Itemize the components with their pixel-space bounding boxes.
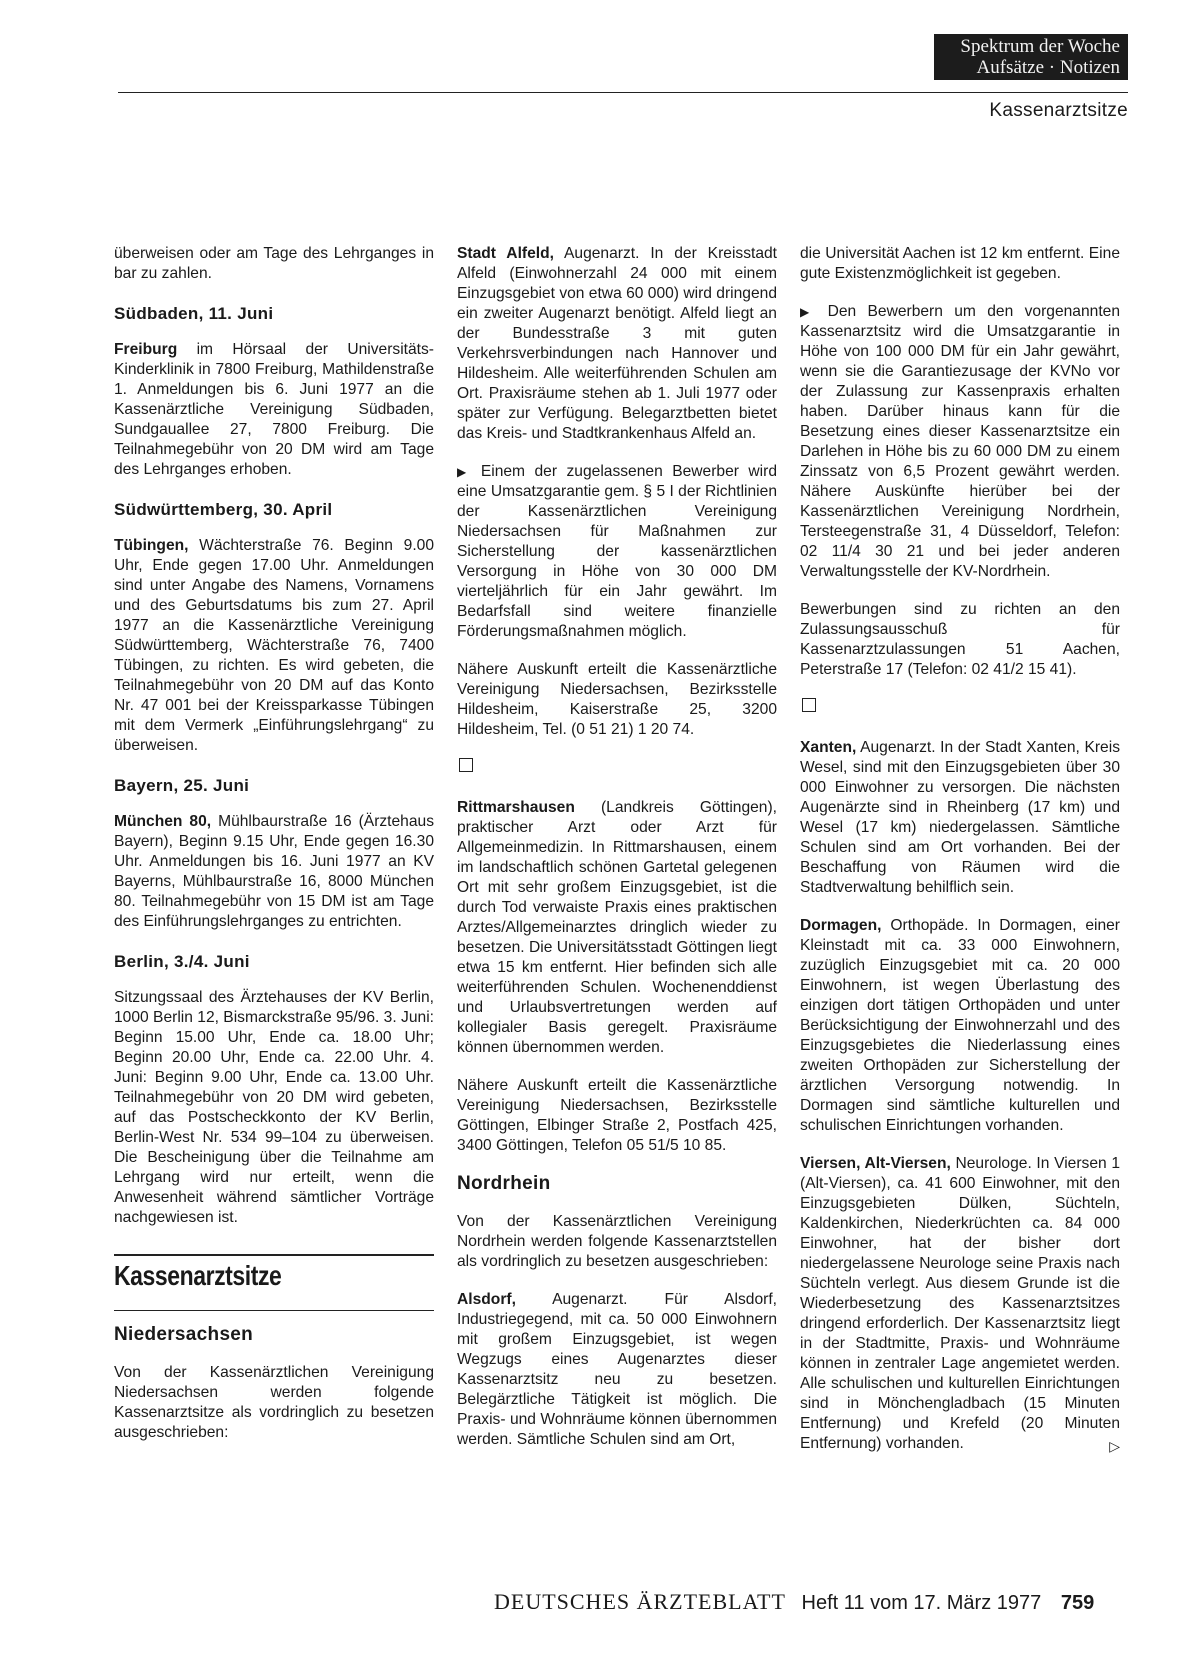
continue-arrow-icon: ▷ [1109, 1438, 1120, 1454]
region-heading: Niedersachsen [114, 1324, 254, 1345]
paragraph: Nähere Auskunft erteilt die Kassenärztliche Vereinigung Niedersachsen, Bezirksstelle Göttingen, Elbinger Straße 2, Postfach 425, 3400 Göttingen, Telefon 05 51/5 10 85. [457, 1077, 777, 1154]
paragraph: Sitzungssaal des Ärztehauses der KV Berlin, 1000 Berlin 12, Bismarckstraße 95/96. 3. Juni: Beginn 15.00 Uhr, Ende ca. 18.00 Uhr; Beginn 20.00 Uhr, Ende ca. 22.00 Uhr. 4. Juni: Beginn 9.00 Uhr, Ende ca. 13.00 Uhr. Teilnahmegebühr von 20 DM wird gebeten, auf das Postscheckkonto der KV Berlin, Berlin-West Nr. 534 99–104 zu überweisen. Die Bescheinigung über die Teilnahme am Lehrgang wird nur erteilt, wenn die Anwesenheit während sämtlicher Vorträge nachgewiesen ist. [114, 989, 434, 1226]
paragraph [457, 244, 777, 444]
paragraph [114, 536, 434, 756]
article-heading: Kassenarztsitze [114, 1260, 282, 1291]
section-heading: Bayern, 25. Juni [114, 776, 250, 795]
place-name: Dormagen, [800, 917, 882, 934]
paragraph [800, 738, 1120, 898]
place-name: Viersen, Alt-Viersen, [800, 1155, 951, 1172]
column-2 [457, 244, 777, 1468]
end-box-icon [459, 758, 473, 772]
paragraph-text: Mühlbaurstraße 16 (Ärztehaus Bayern), Beginn 9.15 Uhr, Ende gegen 16.30 Uhr. Anmeldungen bis 16. Juni 1977 an KV Bayerns, Mühlbaurstraße 16, 8000 München 80. Teilnahmegebühr von 15 DM ist am Tage des Einführungslehrganges zu entrichten. [114, 813, 435, 930]
end-box-icon [802, 698, 816, 712]
subsection-rule [114, 1310, 434, 1311]
paragraph: überweisen oder am Tage des Lehrganges in bar zu zahlen. [114, 245, 434, 282]
paragraph [457, 798, 777, 1058]
place-name: Rittmarshausen [457, 799, 575, 816]
paragraph-text: Orthopäde. In Dormagen, einer Kleinstadt mit ca. 33 000 Einwohnern, zuzüglich Einzugsgebiet mit ca. 20 000 Einwohnern, ist wegen Überlastung des einzigen dort tätigen Orthopäden und unter Berücksichtigung der Einwohnerzahl und des Einzugsgebietes die Niederlassung eines zweiten Orthopäden zur Sicherstellung der ärztlichen Versorgung notwendig. In Dormagen sind sämtliche kulturellen und schulischen Einrichtungen vorhanden. [800, 917, 1120, 1134]
paragraph-text: im Hörsaal der Universitäts-Kinderklinik in 7800 Freiburg, Mathildenstraße 1. Anmeldungen bis 6. Juni 1977 an die Kassenärztliche Vereinigung Südbaden, Sundgauallee 27, 7800 Freiburg. Die Teilnahmegebühr von 20 DM wird am Tage des Lehrganges erhoben. [114, 341, 434, 478]
paragraph-text: (Landkreis Göttingen), praktischer Arzt oder Arzt für Allgemeinmedizin. In Rittmarshausen, einem im landschaftlich schönen Gartetal gelegenen Ort mit sehr großem Einzugsgebiet, ist die durch Tod verwaiste Praxis eines praktischen Arztes/Allgemeinarztes dringlich wieder zu besetzen. Die Universitätsstadt Göttingen liegt etwa 15 km entfernt. Hier befinden sich alle weiterführenden Schulen. Wochenenddienst und Urlaubsvertretungen werden auf kollegialer Basis geregelt. Praxisräume können übernommen werden. [457, 799, 777, 1056]
paragraph-text: Augenarzt. In der Kreisstadt Alfeld (Einwohnerzahl 24 000 mit einem Einzugsgebiet von etwa 60 000) wird dringend ein zweiter Augenarzt benötigt. Alfeld liegt an der Bundesstraße 3 mit guten Verkehrsverbindungen nach Hannover und Hildesheim. Alle weiterführenden Schulen am Ort. Praxisräume stehen ab 1. Juli 1977 oder später zur Verfügung. Belegarztbetten bietet das Kreis- und Stadtkrankenhaus Alfeld an. [457, 245, 778, 442]
place-name: Stadt Alfeld, [457, 245, 554, 262]
page-number: 759 [1060, 1592, 1095, 1614]
section-heading: Berlin, 3./4. Juni [114, 952, 250, 971]
section-rule [114, 1254, 434, 1256]
paragraph: Von der Kassenärztlichen Vereinigung Nordrhein werden folgende Kassenarztstellen als vordringlich zu besetzen ausgeschrieben: [457, 1213, 777, 1270]
region-heading: Nordrhein [457, 1173, 551, 1194]
page-footer [494, 1589, 1124, 1615]
arrow-icon: ▶ [800, 305, 817, 319]
paragraph-text: Augenarzt. In der Stadt Xanten, Kreis Wesel, sind mit den Einzugsgebieten über 30 000 Einwohner zu versorgen. Die nächsten Augenärzte sind in Rheinberg (17 km) und Wesel (17 km) niedergelassen. Sämtliche Schulen sind am Ort vorhanden. Bei der Beschaffung von Räumen wird die Stadtverwaltung behilflich sein. [800, 739, 1120, 896]
paragraph-text: Einem der zugelassenen Bewerber wird eine Umsatzgarantie gem. § 5 I der Richtlinien der Kassenärztlichen Vereinigung Niedersachsen für Maßnahmen zur Sicherstellung der kassenärztlichen Versorgung in Höhe von 30 000 DM vierteljährlich für ein Jahr gewährt. Im Bedarfsfall sind weitere finanzielle Förderungsmaßnahmen möglich. [457, 463, 778, 640]
paragraph-text: Wächterstraße 76. Beginn 9.00 Uhr, Ende gegen 17.00 Uhr. Anmeldungen sind unter Angabe des Namens, Vornamens und des Geburtsdatums bis zum 27. April 1977 an die Kassenärztliche Vereinigung Südwürttemberg, Wächterstraße 76, 7400 Tübingen, zu richten. Es wird gebeten, die Teilnahmegebühr von 20 DM auf das Konto Nr. 47 001 bei der Kreissparkasse Tübingen mit dem Vermerk „Einführungslehrgang“ zu überweisen. [114, 537, 434, 754]
section-heading: Südwürttemberg, 30. April [114, 500, 333, 519]
place-name: Xanten, [800, 739, 857, 756]
section-tag [934, 34, 1128, 80]
paragraph [800, 916, 1120, 1136]
issue-info: Heft 11 vom 17. März 1977 [801, 1592, 1042, 1614]
section-tag-line2: Aufsätze · Notizen [976, 57, 1120, 78]
paragraph [457, 1290, 777, 1450]
paragraph-text: Neurologe. In Viersen 1 (Alt-Viersen), ca. 41 600 Einwohner, mit den Einzugsgebieten Dülken, Süchteln, Kaldenkirchen, Niederkrüchten ca. 84 000 Einwohner, hat der bisher dort niedergelassene Neurologe seine Praxis nach Süchteln verlegt. Aus diesem Grunde ist die Wiederbesetzung des Kassenarztsitzes dringend erforderlich. Der Kassenarztsitz liegt in der Stadtmitte, Praxis- und Wohnräume können in zentraler Lage angemietet werden. Alle schulischen und kulturellen Einrichtungen sind in Mönchengladbach (15 Minuten Entfernung) und Krefeld (20 Minuten Entfernung) vorhanden. [800, 1155, 1120, 1452]
column-1 [114, 244, 434, 1461]
place-name: Freiburg [114, 341, 178, 358]
paragraph [114, 812, 434, 932]
journal-name: DEUTSCHES ÄRZTEBLATT [494, 1589, 786, 1614]
section-tag-line1: Spektrum der Woche [960, 36, 1120, 57]
section-heading: Südbaden, 11. Juni [114, 304, 274, 323]
place-name: Alsdorf, [457, 1291, 516, 1308]
paragraph: die Universität Aachen ist 12 km entfernt. Eine gute Existenzmöglichkeit ist gegeben. [800, 245, 1120, 282]
paragraph [800, 1154, 1120, 1454]
paragraph [800, 302, 1120, 582]
paragraph-text: Den Bewerbern um den vorgenannten Kassenarztsitz wird die Umsatzgarantie in Höhe von 100 000 DM für ein Jahr gewährt, wenn sie die Garantiezusage der KVNo vor der Zulassung zur Kassenpraxis erhalten haben. Darüber hinaus kann für die Besetzung eines dieser Kassenarztsitze ein Darlehen in Höhe bis zu 60 000 DM zu einem Zinssatz von 6,5 Prozent gewährt werden. Nähere Auskünfte hierüber bei der Kassenärztlichen Vereinigung Nordrhein, Tersteegenstraße 31, 4 Düsseldorf, Telefon: 02 11/4 30 21 und bei jeder anderen Verwaltungsstelle der KV-Nordrhein. [800, 303, 1120, 580]
column-3 [800, 244, 1120, 1472]
place-name: München 80, [114, 813, 212, 830]
running-head: Kassenarztsitze [989, 100, 1128, 121]
paragraph: Nähere Auskunft erteilt die Kassenärztliche Vereinigung Niedersachsen, Bezirksstelle Hildesheim, Kaiserstraße 25, 3200 Hildesheim, Tel. (0 51 21) 1 20 74. [457, 661, 777, 738]
paragraph [114, 340, 434, 480]
paragraph: Von der Kassenärztlichen Vereinigung Niedersachsen werden folgende Kassenarztsitze als vordringlich zu besetzen ausgeschrieben: [114, 1364, 434, 1441]
place-name: Tübingen, [114, 537, 189, 554]
paragraph [457, 462, 777, 642]
arrow-icon: ▶ [457, 465, 472, 479]
header-rule [118, 92, 1128, 93]
paragraph-text: Augenarzt. Für Alsdorf, Industriegegend, mit ca. 50 000 Einwohnern mit großem Einzugsgebiet, ist wegen Wegzugs eines Augenarztes dieser Kassenarztsitz neu zu besetzen. Belegärztliche Tätigkeit ist möglich. Die Praxis- und Wohnräume können übernommen werden. Sämtliche Schulen sind am Ort, [457, 1291, 777, 1448]
paragraph: Bewerbungen sind zu richten an den Zulassungsausschuß für Kassenarztzulassungen 51 Aachen, Peterstraße 17 (Telefon: 02 41/2 15 41). [800, 601, 1120, 678]
